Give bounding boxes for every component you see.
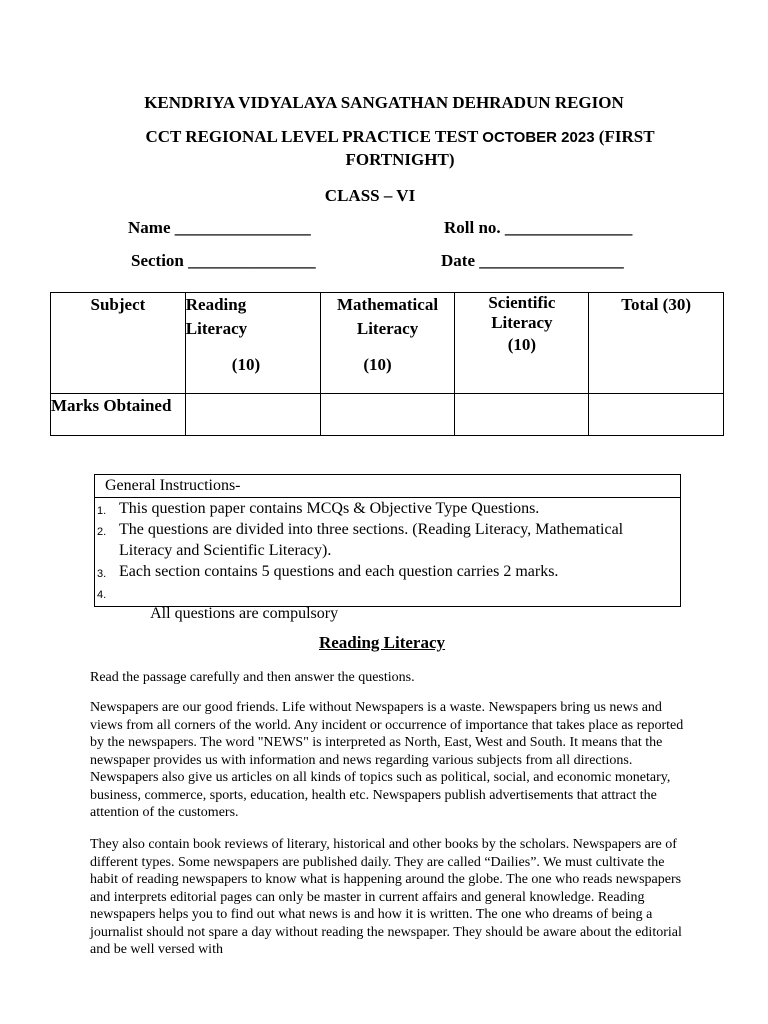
organization-title: KENDRIYA VIDYALAYA SANGATHAN DEHRADUN REGION	[144, 93, 624, 112]
instructions-heading: General Instructions-	[95, 475, 680, 498]
reading-marks-cell	[185, 394, 320, 436]
subject-header: Subject	[51, 293, 186, 394]
reading-literacy-header: Reading Literacy (10)	[185, 293, 320, 394]
scientific-literacy-header: Scientific Literacy (10)	[455, 293, 589, 394]
test-title-part1: CCT REGIONAL LEVEL PRACTICE TEST	[145, 127, 483, 146]
test-title-part3: (FIRST FORTNIGHT)	[345, 127, 655, 169]
total-marks-cell	[589, 394, 724, 436]
test-title-month: OCTOBER 2023	[482, 129, 595, 146]
marks-obtained-row	[51, 394, 724, 436]
math-marks-cell	[320, 394, 455, 436]
roll-no-field: Roll no. _______________	[444, 218, 633, 237]
passage-paragraph-1: Newspapers are our good friends. Life without Newspapers is a waste. Newspapers bring us news and views from all corners of the world. Any incident or occurrence of importance that takes place as reported by the newspapers. The word "NEWS" is interpreted as North, East, West and South. It means that the newspaper provides us with information and news regarding various subjects from all directions. Newspapers also give us articles on all kinds of topics such as political, social, and economic monetary, business, commerce, sports, education, health etc. Newspapers publish advertisements that attract the attention of the customers.	[90, 700, 684, 820]
marks-obtained-label: Marks Obtained	[51, 394, 186, 436]
instruction-item: 4. All questions are compulsory	[97, 589, 339, 622]
reading-instruction: Read the passage carefully and then answer the questions.	[90, 670, 415, 685]
section-field: Section _______________	[131, 251, 316, 270]
general-instructions-box	[94, 474, 681, 622]
math-max-marks: (10)	[363, 355, 392, 374]
date-field: Date _________________	[441, 251, 624, 270]
marks-table-header-row	[51, 293, 724, 394]
marks-table	[50, 292, 724, 436]
class-title: CLASS – VI	[324, 186, 416, 205]
instruction-item: 3. Each section contains 5 questions and each question carries 2 marks.	[97, 563, 559, 580]
name-field: Name ________________	[128, 218, 311, 237]
test-title	[120, 126, 680, 171]
total-header: Total (30)	[589, 293, 724, 394]
sci-max-marks: (10)	[507, 335, 537, 354]
instruction-item: 1. This question paper contains MCQs & Objective Type Questions.	[97, 500, 540, 517]
mathematical-literacy-header: Mathematical Literacy (10)	[320, 293, 455, 394]
instruction-item: 2. The questions are divided into three sections. (Reading Literacy, Mathematical Literacy and Scientific Literacy).	[97, 521, 624, 559]
reading-literacy-title: Reading Literacy	[318, 633, 446, 652]
sci-marks-cell	[455, 394, 589, 436]
reading-max-marks: (10)	[231, 355, 261, 374]
passage-paragraph-2: They also contain book reviews of literary, historical and other books by the scholars. Newspapers are of different types. Some newspapers are published daily. They are called “Dailies”. We must cultivate the habit of reading newspapers to know what is happening around the globe. The one who reads newspapers and interprets editorial pages can only be master in current affairs and general knowledge. Reading newspapers helps you to find out what news is and how it is written. The one who dreams of being a journalist should not spare a day without reading the newspaper. They should be aware about the editorial and be well versed with	[90, 837, 682, 957]
